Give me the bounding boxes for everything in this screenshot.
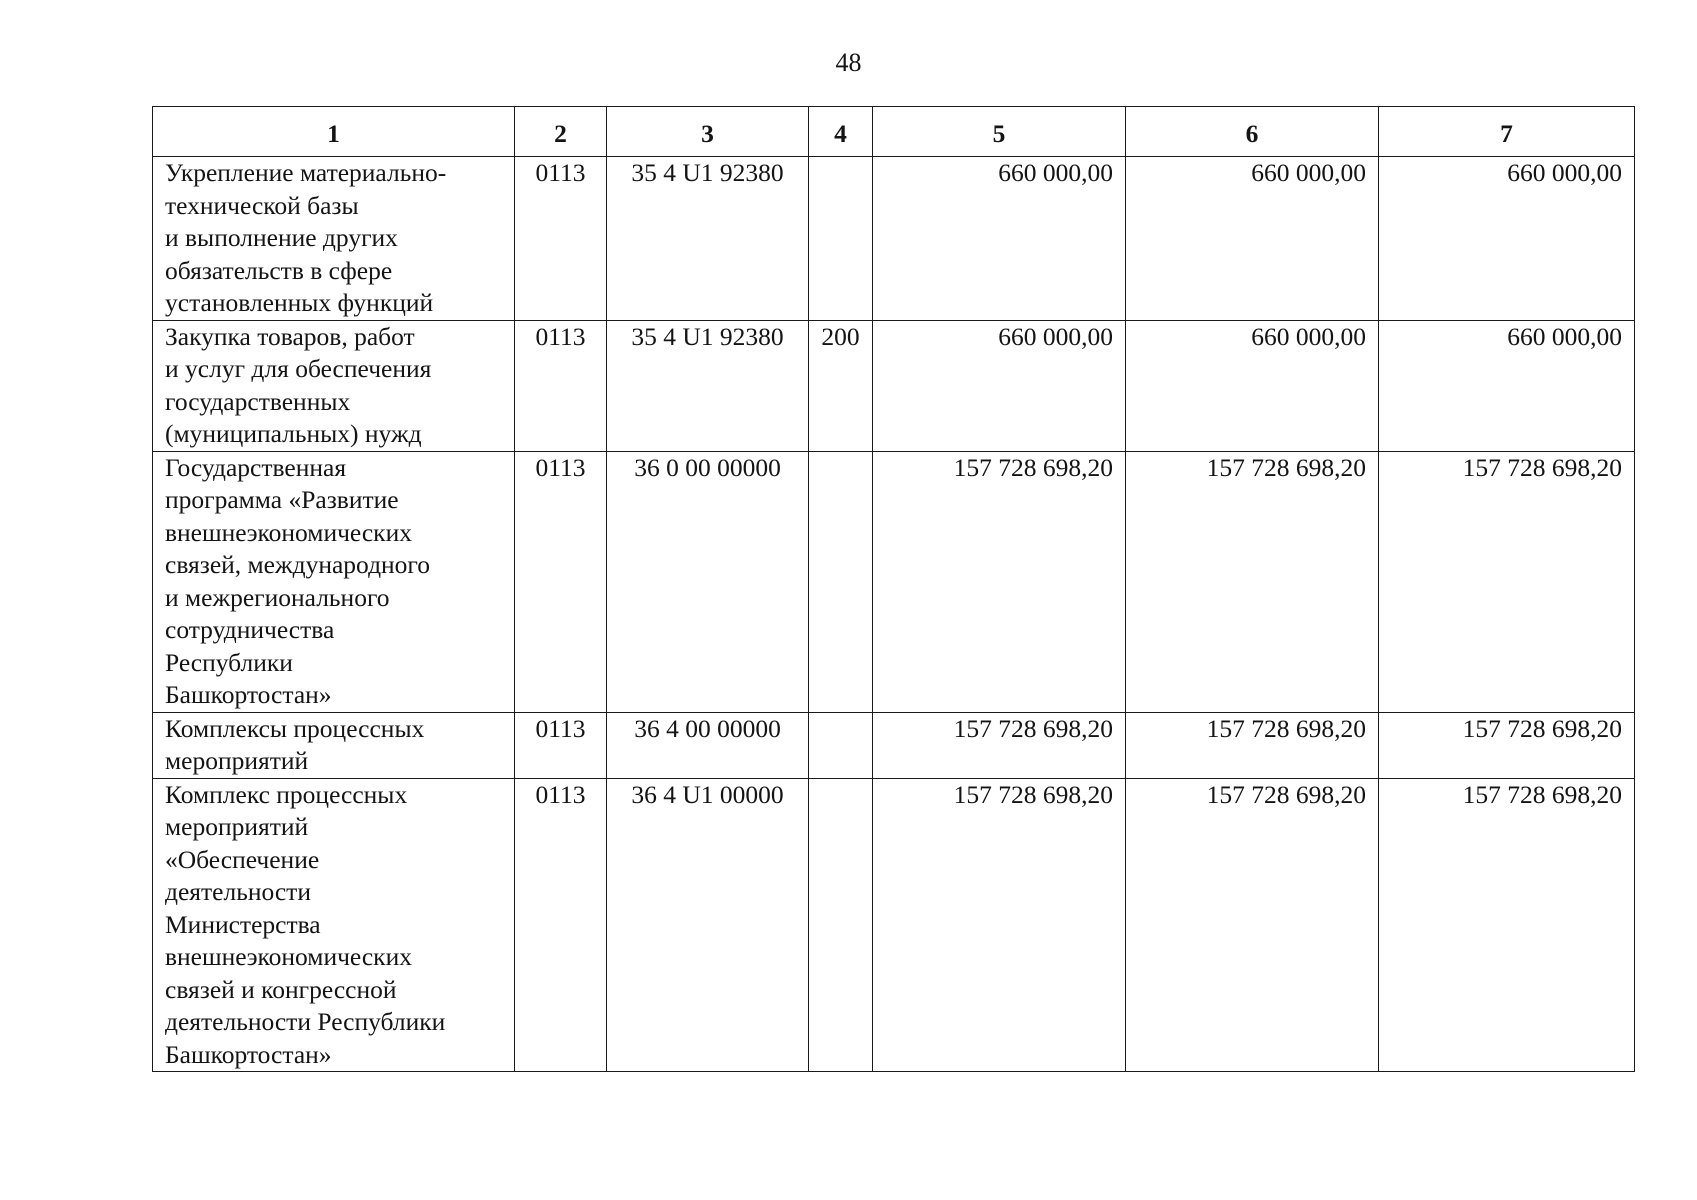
amount-col-7: 157 728 698,20: [1379, 451, 1635, 712]
column-header-2: 2: [515, 107, 607, 157]
row-name: Укрепление материально- технической базы и выполнение других обязательств в сфере установленных функций: [165, 158, 447, 317]
target-code: 36 4 00 00000: [607, 712, 809, 778]
section-code: 0113: [515, 712, 607, 778]
row-name: Комплексы процессных мероприятий: [165, 713, 425, 775]
row-name-cell: [153, 451, 515, 712]
row-name-cell: [153, 320, 515, 451]
amount-col-6: 660 000,00: [1126, 320, 1379, 451]
amount-col-6: 660 000,00: [1126, 157, 1379, 321]
amount-col-5: 660 000,00: [873, 157, 1126, 321]
amount-col-5: 660 000,00: [873, 320, 1126, 451]
table-row: [153, 712, 1635, 778]
table-row: [153, 157, 1635, 321]
column-header-4: 4: [809, 107, 873, 157]
amount-col-7: 660 000,00: [1379, 157, 1635, 321]
budget-table: [152, 106, 1635, 1072]
table-row: [153, 778, 1635, 1072]
row-name-cell: [153, 778, 515, 1072]
expense-type-code: 200: [809, 320, 873, 451]
amount-col-7: 157 728 698,20: [1379, 778, 1635, 1072]
amount-col-6: 157 728 698,20: [1126, 778, 1379, 1072]
table-row: [153, 451, 1635, 712]
column-header-1: 1: [153, 107, 515, 157]
target-code: 35 4 U1 92380: [607, 157, 809, 321]
amount-col-7: 157 728 698,20: [1379, 712, 1635, 778]
target-code: 36 0 00 00000: [607, 451, 809, 712]
expense-type-code: [809, 451, 873, 712]
amount-col-6: 157 728 698,20: [1126, 712, 1379, 778]
column-header-3: 3: [607, 107, 809, 157]
column-header-6: 6: [1126, 107, 1379, 157]
expense-type-code: [809, 712, 873, 778]
amount-col-7: 660 000,00: [1379, 320, 1635, 451]
row-name-cell: [153, 157, 515, 321]
amount-col-5: 157 728 698,20: [873, 451, 1126, 712]
target-code: 35 4 U1 92380: [607, 320, 809, 451]
expense-type-code: [809, 778, 873, 1072]
section-code: 0113: [515, 320, 607, 451]
column-header-5: 5: [873, 107, 1126, 157]
row-name: Государственная программа «Развитие внешнеэкономических связей, международного и межрегионального сотрудничества Республики Башкортостан»: [165, 452, 431, 709]
section-code: 0113: [515, 157, 607, 321]
header-row: [153, 107, 1635, 157]
amount-col-5: 157 728 698,20: [873, 712, 1126, 778]
page-number: 48: [835, 48, 862, 77]
section-code: 0113: [515, 778, 607, 1072]
row-name: Закупка товаров, работ и услуг для обеспечения государственных (муниципальных) нужд: [165, 321, 432, 448]
column-header-7: 7: [1379, 107, 1635, 157]
amount-col-6: 157 728 698,20: [1126, 451, 1379, 712]
section-code: 0113: [515, 451, 607, 712]
expense-type-code: [809, 157, 873, 321]
table-row: [153, 320, 1635, 451]
row-name-cell: [153, 712, 515, 778]
target-code: 36 4 U1 00000: [607, 778, 809, 1072]
row-name: Комплекс процессных мероприятий «Обеспечение деятельности Министерства внешнеэкономических связей и конгрессной деятельности Республики Башкортостан»: [165, 779, 446, 1069]
amount-col-5: 157 728 698,20: [873, 778, 1126, 1072]
